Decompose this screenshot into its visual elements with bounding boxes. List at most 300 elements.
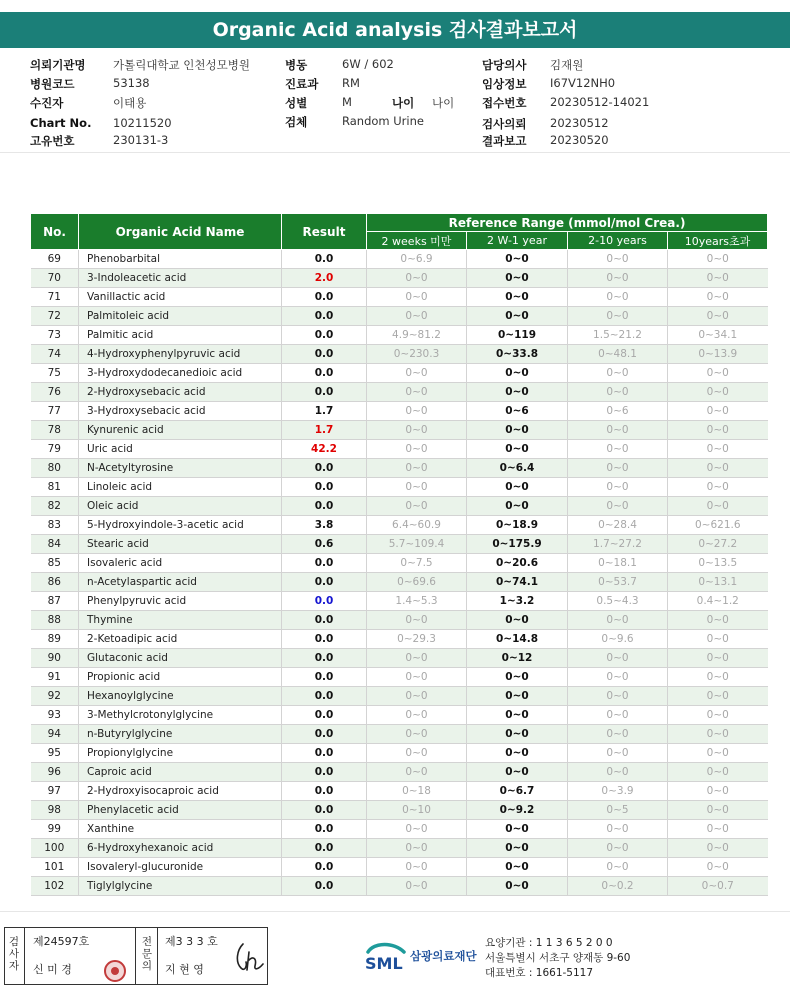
cell-no: 85 xyxy=(31,554,79,573)
cell-result: 0.0 xyxy=(282,801,367,820)
cell-range-2weeks: 0~0 xyxy=(367,364,467,383)
cell-no: 75 xyxy=(31,364,79,383)
cell-name: Phenylacetic acid xyxy=(79,801,282,820)
table-row xyxy=(31,478,768,497)
cell-name: 6-Hydroxyhexanoic acid xyxy=(79,839,282,858)
cell-name: Phenobarbital xyxy=(79,250,282,269)
table-row xyxy=(31,326,768,345)
cell-name: Isovaleryl-glucuronide xyxy=(79,858,282,877)
cell-range-2w1y: 0~0 xyxy=(467,820,568,839)
cell-range-10y: 0~0 xyxy=(668,839,768,858)
cell-range-2w1y: 0~33.8 xyxy=(467,345,568,364)
age-value: 나이 xyxy=(432,96,455,110)
cell-result: 0.0 xyxy=(282,383,367,402)
cell-range-2-10y: 0~0 xyxy=(568,478,668,497)
cell-range-10y: 0~0 xyxy=(668,611,768,630)
table-row xyxy=(31,744,768,763)
cell-range-2weeks: 0~18 xyxy=(367,782,467,801)
cell-range-2w1y: 0~119 xyxy=(467,326,568,345)
info-value: I67V12NH0 xyxy=(550,76,616,90)
cell-range-2-10y: 0~18.1 xyxy=(568,554,668,573)
cell-range-2weeks: 0~0 xyxy=(367,820,467,839)
cell-result: 0.0 xyxy=(282,345,367,364)
table-row xyxy=(31,250,768,269)
cell-result: 0.0 xyxy=(282,649,367,668)
cell-range-10y: 0~0 xyxy=(668,858,768,877)
cell-range-2weeks: 0~0 xyxy=(367,478,467,497)
cell-no: 79 xyxy=(31,440,79,459)
cell-no: 101 xyxy=(31,858,79,877)
cell-no: 73 xyxy=(31,326,79,345)
cell-no: 89 xyxy=(31,630,79,649)
seal-stamp xyxy=(104,960,126,982)
patient-info xyxy=(0,52,790,152)
cell-range-10y: 0~0 xyxy=(668,459,768,478)
cell-range-2w1y: 0~9.2 xyxy=(467,801,568,820)
table-row xyxy=(31,269,768,288)
cell-range-2w1y: 0~0 xyxy=(467,383,568,402)
org-address: 서울특별시 서초구 양재동 9-60 xyxy=(485,952,631,964)
cell-range-2w1y: 0~0 xyxy=(467,611,568,630)
cell-no: 78 xyxy=(31,421,79,440)
cell-no: 96 xyxy=(31,763,79,782)
table-row xyxy=(31,307,768,326)
cell-range-10y: 0~0 xyxy=(668,364,768,383)
table-row xyxy=(31,801,768,820)
table-row xyxy=(31,668,768,687)
cell-range-2w1y: 0~6.7 xyxy=(467,782,568,801)
tester-name: 신 미 경 xyxy=(33,963,72,976)
cell-range-2w1y: 0~0 xyxy=(467,364,568,383)
cell-no: 71 xyxy=(31,288,79,307)
table-row xyxy=(31,421,768,440)
cell-result: 0.0 xyxy=(282,478,367,497)
info-value: 가톨릭대학교 인천성모병원 xyxy=(113,58,250,72)
table-row xyxy=(31,345,768,364)
cell-result: 0.0 xyxy=(282,839,367,858)
table-row xyxy=(31,611,768,630)
cell-range-2weeks: 0~0 xyxy=(367,744,467,763)
info-label: 접수번호 xyxy=(482,96,527,110)
cell-range-10y: 0~13.5 xyxy=(668,554,768,573)
signature-box xyxy=(4,927,268,985)
cell-range-2-10y: 0~0 xyxy=(568,269,668,288)
cell-range-2weeks: 1.4~5.3 xyxy=(367,592,467,611)
cell-range-10y: 0~0 xyxy=(668,250,768,269)
cell-range-2-10y: 0~0 xyxy=(568,440,668,459)
cell-range-2weeks: 0~0 xyxy=(367,706,467,725)
info-value: M xyxy=(342,95,352,109)
cell-name: 3-Methylcrotonylglycine xyxy=(79,706,282,725)
cell-result: 0.0 xyxy=(282,307,367,326)
cell-no: 100 xyxy=(31,839,79,858)
info-label: 검체 xyxy=(285,115,308,129)
org-code: 요양기관 : 1 1 3 6 5 2 0 0 xyxy=(485,937,613,949)
cell-range-2-10y: 0~0 xyxy=(568,687,668,706)
tester-role-cell xyxy=(5,928,25,984)
col-header-result: Result xyxy=(282,214,367,250)
table-row xyxy=(31,402,768,421)
cell-range-2w1y: 0~0 xyxy=(467,497,568,516)
cell-range-10y: 0~0 xyxy=(668,288,768,307)
cell-range-10y: 0~0 xyxy=(668,782,768,801)
table-row xyxy=(31,592,768,611)
cell-range-10y: 0~0 xyxy=(668,649,768,668)
cell-name: Oleic acid xyxy=(79,497,282,516)
cell-range-2weeks: 0~0 xyxy=(367,459,467,478)
cell-range-2-10y: 0~0 xyxy=(568,497,668,516)
info-label: 고유번호 xyxy=(30,134,75,148)
cell-range-2weeks: 0~0 xyxy=(367,877,467,896)
table-row xyxy=(31,630,768,649)
cell-range-2weeks: 0~29.3 xyxy=(367,630,467,649)
cell-range-10y: 0~0 xyxy=(668,801,768,820)
cell-result: 0.0 xyxy=(282,782,367,801)
cell-range-10y: 0~0 xyxy=(668,402,768,421)
cell-range-2-10y: 1.5~21.2 xyxy=(568,326,668,345)
specialist-name: 지 현 영 xyxy=(165,963,204,976)
org-info xyxy=(485,936,630,981)
cell-range-2w1y: 0~0 xyxy=(467,744,568,763)
table-body xyxy=(31,250,768,896)
cell-range-2weeks: 0~0 xyxy=(367,611,467,630)
org-phone: 대표번호 : 1661-5117 xyxy=(485,967,594,979)
cell-range-10y: 0~0 xyxy=(668,269,768,288)
cell-range-2w1y: 0~0 xyxy=(467,877,568,896)
table-row xyxy=(31,706,768,725)
cell-result: 0.0 xyxy=(282,725,367,744)
cell-name: Xanthine xyxy=(79,820,282,839)
cell-range-2-10y: 0~0 xyxy=(568,725,668,744)
cell-no: 98 xyxy=(31,801,79,820)
cell-name: 3-Hydroxysebacic acid xyxy=(79,402,282,421)
table-row xyxy=(31,763,768,782)
cell-range-10y: 0~0.7 xyxy=(668,877,768,896)
cell-no: 76 xyxy=(31,383,79,402)
cell-range-2-10y: 0~0 xyxy=(568,288,668,307)
cell-range-10y: 0~621.6 xyxy=(668,516,768,535)
cell-name: 2-Ketoadipic acid xyxy=(79,630,282,649)
cell-result: 0.0 xyxy=(282,459,367,478)
cell-result: 1.7 xyxy=(282,421,367,440)
cell-name: Kynurenic acid xyxy=(79,421,282,440)
cell-name: Palmitoleic acid xyxy=(79,307,282,326)
cell-name: 3-Indoleacetic acid xyxy=(79,269,282,288)
cell-no: 77 xyxy=(31,402,79,421)
table-row xyxy=(31,687,768,706)
cell-range-2weeks: 5.7~109.4 xyxy=(367,535,467,554)
cell-result: 0.0 xyxy=(282,877,367,896)
table-row xyxy=(31,440,768,459)
info-label: 의뢰기관명 xyxy=(30,58,86,72)
org-name: 삼광의료재단 xyxy=(410,949,477,963)
cell-no: 87 xyxy=(31,592,79,611)
cell-result: 0.0 xyxy=(282,326,367,345)
cell-range-2-10y: 0~0 xyxy=(568,421,668,440)
logo-text: SML xyxy=(365,954,403,973)
cell-name: 2-Hydroxyisocaproic acid xyxy=(79,782,282,801)
cell-name: Vanillactic acid xyxy=(79,288,282,307)
cell-range-2weeks: 0~0 xyxy=(367,497,467,516)
table-row xyxy=(31,535,768,554)
cell-result: 0.0 xyxy=(282,858,367,877)
cell-range-2-10y: 0~0 xyxy=(568,858,668,877)
cell-range-2-10y: 0~3.9 xyxy=(568,782,668,801)
cell-range-2w1y: 0~18.9 xyxy=(467,516,568,535)
cell-name: Uric acid xyxy=(79,440,282,459)
tester-cert: 제24597호 xyxy=(33,935,90,948)
cell-range-10y: 0~13.1 xyxy=(668,573,768,592)
signature-icon xyxy=(233,936,265,976)
cell-range-2w1y: 0~0 xyxy=(467,725,568,744)
info-label: 병동 xyxy=(285,58,308,72)
cell-range-10y: 0~13.9 xyxy=(668,345,768,364)
table-row xyxy=(31,858,768,877)
cell-range-2weeks: 0~0 xyxy=(367,421,467,440)
cell-name: n-Acetylaspartic acid xyxy=(79,573,282,592)
cell-range-2-10y: 0~0 xyxy=(568,744,668,763)
cell-range-10y: 0~0 xyxy=(668,687,768,706)
col-header-range: 2 W-1 year xyxy=(467,232,568,250)
cell-range-10y: 0~34.1 xyxy=(668,326,768,345)
cell-range-2weeks: 0~0 xyxy=(367,383,467,402)
info-value: 20230520 xyxy=(550,133,609,147)
cell-range-10y: 0.4~1.2 xyxy=(668,592,768,611)
cell-range-2w1y: 0~0 xyxy=(467,269,568,288)
cell-result: 0.0 xyxy=(282,497,367,516)
specialist-cert: 제3 3 3 호 xyxy=(165,935,218,948)
cell-range-10y: 0~27.2 xyxy=(668,535,768,554)
cell-range-10y: 0~0 xyxy=(668,383,768,402)
cell-no: 93 xyxy=(31,706,79,725)
cell-name: 2-Hydroxysebacic acid xyxy=(79,383,282,402)
table-row xyxy=(31,497,768,516)
cell-name: Tiglylglycine xyxy=(79,877,282,896)
cell-no: 90 xyxy=(31,649,79,668)
info-value: 53138 xyxy=(113,76,150,90)
info-value: 김재원 xyxy=(550,58,584,72)
cell-result: 2.0 xyxy=(282,269,367,288)
cell-result: 0.0 xyxy=(282,250,367,269)
cell-result: 0.0 xyxy=(282,687,367,706)
cell-name: Palmitic acid xyxy=(79,326,282,345)
cell-range-10y: 0~0 xyxy=(668,706,768,725)
cell-range-2weeks: 0~0 xyxy=(367,440,467,459)
cell-range-2w1y: 0~0 xyxy=(467,288,568,307)
info-value: 이태용 xyxy=(113,96,147,110)
cell-name: N-Acetyltyrosine xyxy=(79,459,282,478)
cell-range-2w1y: 0~0 xyxy=(467,763,568,782)
cell-range-2weeks: 0~0 xyxy=(367,763,467,782)
cell-range-2w1y: 0~6.4 xyxy=(467,459,568,478)
cell-range-2w1y: 0~12 xyxy=(467,649,568,668)
report-title: Organic Acid analysis 검사결과보고서 xyxy=(0,12,790,48)
cell-range-2w1y: 0~0 xyxy=(467,250,568,269)
cell-range-10y: 0~0 xyxy=(668,497,768,516)
cell-range-10y: 0~0 xyxy=(668,478,768,497)
col-header-no: No. xyxy=(31,214,79,250)
cell-range-2w1y: 0~0 xyxy=(467,668,568,687)
cell-range-2-10y: 0~0 xyxy=(568,364,668,383)
cell-no: 81 xyxy=(31,478,79,497)
cell-range-2weeks: 0~0 xyxy=(367,839,467,858)
info-value: 20230512-14021 xyxy=(550,95,650,109)
cell-result: 0.0 xyxy=(282,592,367,611)
cell-name: Phenylpyruvic acid xyxy=(79,592,282,611)
cell-range-10y: 0~0 xyxy=(668,725,768,744)
info-label: 임상정보 xyxy=(482,77,527,91)
info-value: 6W / 602 xyxy=(342,57,394,71)
cell-no: 95 xyxy=(31,744,79,763)
cell-range-2w1y: 0~6 xyxy=(467,402,568,421)
cell-result: 0.0 xyxy=(282,668,367,687)
specialist-role-label: 전문의 xyxy=(141,936,153,972)
cell-name: Stearic acid xyxy=(79,535,282,554)
col-header-range: 10years초과 xyxy=(668,232,768,250)
cell-no: 74 xyxy=(31,345,79,364)
cell-name: Glutaconic acid xyxy=(79,649,282,668)
info-label: 성별 xyxy=(285,96,308,110)
cell-name: Propionylglycine xyxy=(79,744,282,763)
cell-result: 0.6 xyxy=(282,535,367,554)
cell-range-2-10y: 0~48.1 xyxy=(568,345,668,364)
cell-no: 102 xyxy=(31,877,79,896)
cell-result: 0.0 xyxy=(282,820,367,839)
cell-range-2w1y: 1~3.2 xyxy=(467,592,568,611)
cell-range-2w1y: 0~0 xyxy=(467,440,568,459)
table-row xyxy=(31,573,768,592)
cell-name: Isovaleric acid xyxy=(79,554,282,573)
cell-range-2weeks: 0~0 xyxy=(367,687,467,706)
cell-name: Thymine xyxy=(79,611,282,630)
cell-no: 86 xyxy=(31,573,79,592)
table-row xyxy=(31,839,768,858)
table-row xyxy=(31,877,768,896)
table-row xyxy=(31,782,768,801)
info-value: RM xyxy=(342,76,360,90)
cell-range-2-10y: 0~0 xyxy=(568,611,668,630)
cell-range-2-10y: 0~28.4 xyxy=(568,516,668,535)
cell-name: Linoleic acid xyxy=(79,478,282,497)
cell-range-2-10y: 0.5~4.3 xyxy=(568,592,668,611)
specialist-role-cell xyxy=(136,928,158,984)
cell-range-2-10y: 0~0 xyxy=(568,649,668,668)
info-value: 230131-3 xyxy=(113,133,169,147)
col-header-name: Organic Acid Name xyxy=(79,214,282,250)
cell-range-10y: 0~0 xyxy=(668,421,768,440)
table-row xyxy=(31,383,768,402)
info-label: 진료과 xyxy=(285,77,319,91)
cell-range-2w1y: 0~0 xyxy=(467,706,568,725)
cell-result: 3.8 xyxy=(282,516,367,535)
table-row xyxy=(31,288,768,307)
cell-range-2w1y: 0~0 xyxy=(467,478,568,497)
cell-no: 80 xyxy=(31,459,79,478)
cell-name: n-Butyrylglycine xyxy=(79,725,282,744)
table-row xyxy=(31,364,768,383)
cell-range-2w1y: 0~14.8 xyxy=(467,630,568,649)
cell-range-2w1y: 0~0 xyxy=(467,839,568,858)
cell-range-2-10y: 0~9.6 xyxy=(568,630,668,649)
info-value: 10211520 xyxy=(113,116,172,130)
cell-range-10y: 0~0 xyxy=(668,744,768,763)
cell-result: 0.0 xyxy=(282,744,367,763)
cell-range-2w1y: 0~175.9 xyxy=(467,535,568,554)
cell-range-10y: 0~0 xyxy=(668,820,768,839)
cell-result: 0.0 xyxy=(282,630,367,649)
cell-range-2-10y: 0~0.2 xyxy=(568,877,668,896)
cell-name: Propionic acid xyxy=(79,668,282,687)
table-row xyxy=(31,459,768,478)
cell-range-2-10y: 1.7~27.2 xyxy=(568,535,668,554)
cell-range-2weeks: 0~0 xyxy=(367,858,467,877)
cell-range-2weeks: 0~0 xyxy=(367,402,467,421)
cell-range-2-10y: 0~0 xyxy=(568,459,668,478)
cell-range-2-10y: 0~6 xyxy=(568,402,668,421)
cell-range-2-10y: 0~0 xyxy=(568,668,668,687)
cell-range-2w1y: 0~0 xyxy=(467,858,568,877)
cell-range-2w1y: 0~20.6 xyxy=(467,554,568,573)
cell-result: 0.0 xyxy=(282,573,367,592)
info-label: 담당의사 xyxy=(482,58,527,72)
cell-no: 92 xyxy=(31,687,79,706)
cell-name: Hexanoylglycine xyxy=(79,687,282,706)
cell-result: 0.0 xyxy=(282,763,367,782)
cell-range-2w1y: 0~74.1 xyxy=(467,573,568,592)
cell-no: 69 xyxy=(31,250,79,269)
cell-no: 83 xyxy=(31,516,79,535)
cell-no: 94 xyxy=(31,725,79,744)
sml-logo-icon xyxy=(364,936,408,976)
tester-role-label: 검사자 xyxy=(8,936,20,972)
cell-range-2w1y: 0~0 xyxy=(467,307,568,326)
cell-result: 0.0 xyxy=(282,611,367,630)
cell-range-2w1y: 0~0 xyxy=(467,421,568,440)
cell-range-10y: 0~0 xyxy=(668,763,768,782)
cell-range-2-10y: 0~0 xyxy=(568,763,668,782)
table-row xyxy=(31,725,768,744)
cell-range-2-10y: 0~5 xyxy=(568,801,668,820)
info-label: 병원코드 xyxy=(30,77,75,91)
cell-range-2weeks: 0~0 xyxy=(367,649,467,668)
info-label: 검사의뢰 xyxy=(482,117,527,131)
col-header-range: 2-10 years xyxy=(568,232,668,250)
cell-range-2w1y: 0~0 xyxy=(467,687,568,706)
cell-range-2weeks: 0~10 xyxy=(367,801,467,820)
table-row xyxy=(31,649,768,668)
info-label: Chart No. xyxy=(30,116,92,130)
cell-range-2-10y: 0~53.7 xyxy=(568,573,668,592)
cell-range-2-10y: 0~0 xyxy=(568,820,668,839)
cell-range-10y: 0~0 xyxy=(668,630,768,649)
cell-range-2weeks: 0~0 xyxy=(367,725,467,744)
info-value: 20230512 xyxy=(550,116,609,130)
cell-no: 91 xyxy=(31,668,79,687)
results-table xyxy=(30,213,768,896)
info-label: 결과보고 xyxy=(482,134,527,148)
cell-range-2weeks: 4.9~81.2 xyxy=(367,326,467,345)
cell-no: 70 xyxy=(31,269,79,288)
info-value: Random Urine xyxy=(342,114,424,128)
col-header-range: 2 weeks 미만 xyxy=(367,232,467,250)
cell-result: 0.0 xyxy=(282,364,367,383)
cell-no: 84 xyxy=(31,535,79,554)
cell-no: 82 xyxy=(31,497,79,516)
cell-range-2weeks: 0~230.3 xyxy=(367,345,467,364)
cell-range-2weeks: 0~7.5 xyxy=(367,554,467,573)
cell-no: 72 xyxy=(31,307,79,326)
cell-range-2weeks: 0~0 xyxy=(367,307,467,326)
